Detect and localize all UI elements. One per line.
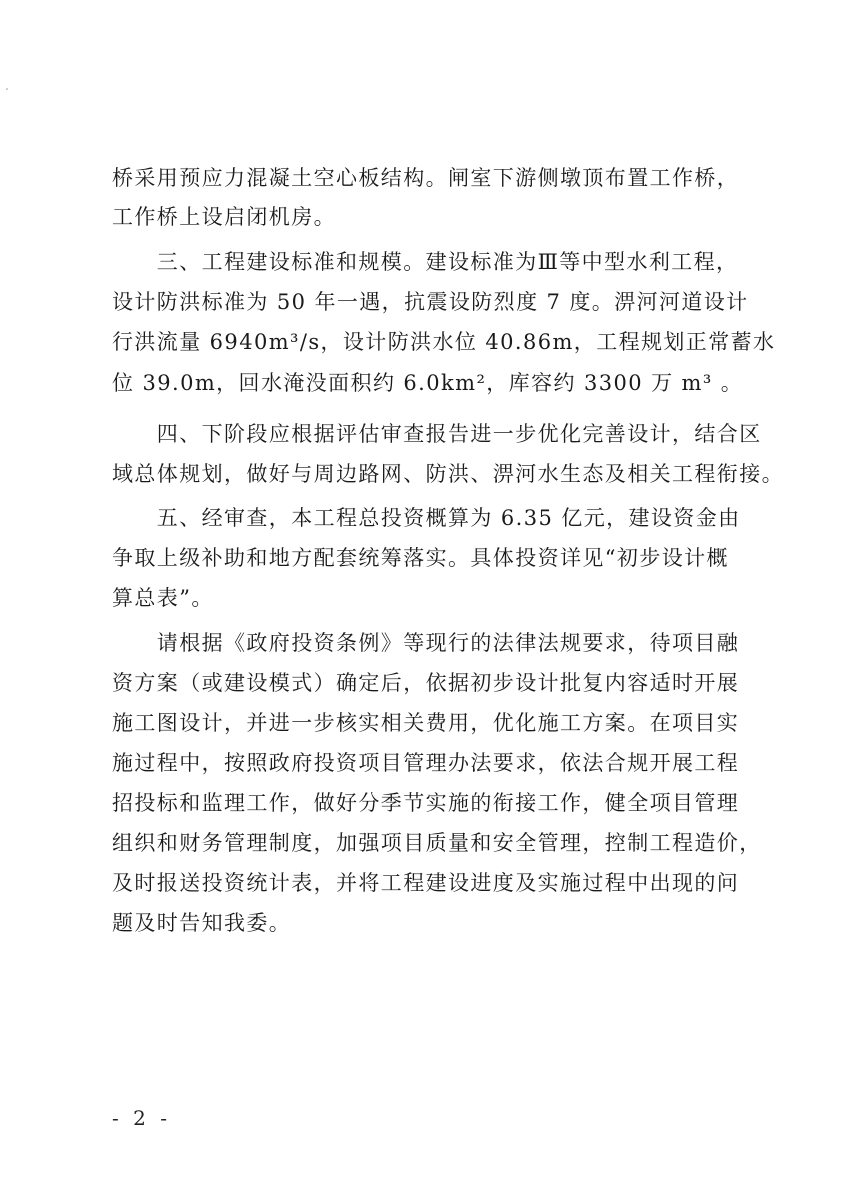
body-line-5: 行洪流量 6940m³/s，设计防洪水位 40.86m，工程规划正常蓄水 — [112, 330, 776, 354]
body-line-19: 题及时告知我委。 — [112, 911, 292, 935]
body-line-2: 工作桥上设启闭机房。 — [112, 205, 336, 229]
body-line-1: 桥采用预应力混凝土空心板结构。闸室下游侧墩顶布置工作桥， — [112, 166, 740, 190]
page-number: - 2 - — [112, 1106, 171, 1130]
body-line-13: 资方案（或建设模式）确定后，依据初步设计批复内容适时开展 — [112, 671, 740, 695]
body-line-10: 争取上级补助和地方配套统筹落实。具体投资详见“初步设计概 — [112, 546, 729, 570]
body-line-3: 三、工程建设标准和规模。建设标准为Ⅲ等中型水利工程， — [112, 250, 739, 274]
scan-speck — [6, 88, 8, 90]
body-line-8: 域总体规划，做好与周边路网、防洪、淠河水生态及相关工程衔接。 — [112, 462, 784, 486]
body-line-12: 请根据《政府投资条例》等现行的法律法规要求，待项目融 — [112, 631, 740, 655]
body-line-17: 组织和财务管理制度，加强项目质量和安全管理，控制工程造价， — [112, 831, 762, 855]
body-line-7: 四、下阶段应根据评估审查报告进一步优化完善设计，结合区 — [112, 422, 762, 446]
body-line-14: 施工图设计，并进一步核实相关费用，优化施工方案。在项目实 — [112, 711, 740, 735]
body-line-16: 招投标和监理工作，做好分季节实施的衔接工作，健全项目管理 — [112, 791, 740, 815]
body-line-4: 设计防洪标准为 50 年一遇，抗震设防烈度 7 度。淠河河道设计 — [112, 290, 749, 314]
body-line-15: 施过程中，按照政府投资项目管理办法要求，依法合规开展工程 — [112, 751, 740, 775]
body-line-11: 算总表”。 — [112, 586, 214, 610]
body-line-18: 及时报送投资统计表，并将工程建设进度及实施过程中出现的问 — [112, 871, 740, 895]
body-line-9: 五、经审查，本工程总投资概算为 6.35 亿元，建设资金由 — [112, 506, 741, 530]
body-line-6: 位 39.0m，回水淹没面积约 6.0km²，库容约 3300 万 m³ 。 — [112, 371, 744, 395]
